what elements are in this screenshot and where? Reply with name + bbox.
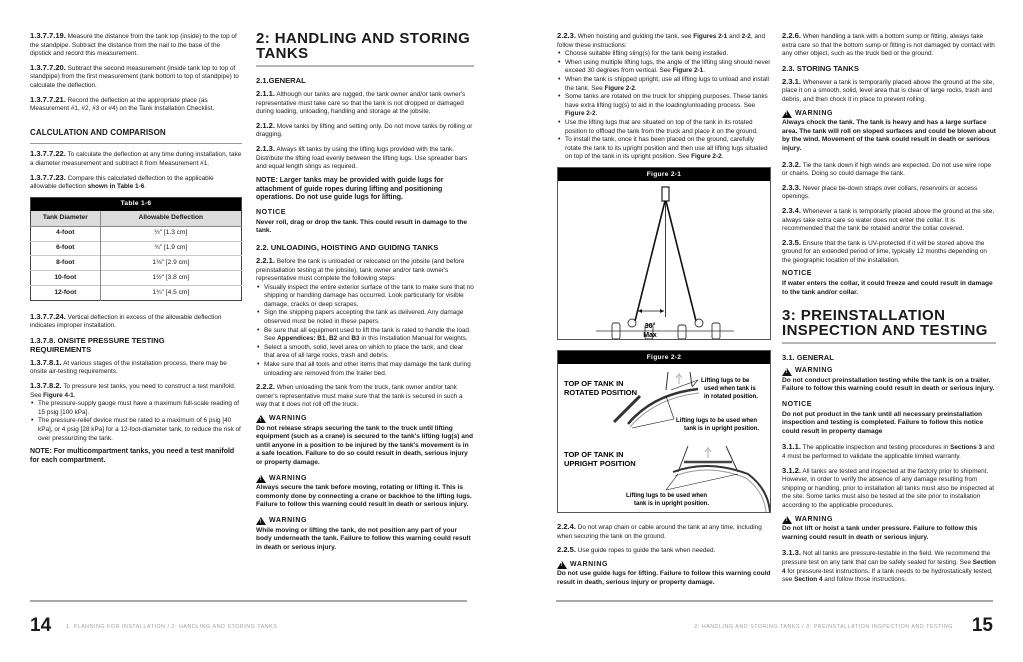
notice-label: NOTICE [782,270,813,278]
table-row: 4-foot ½" [1.3 cm] [31,226,242,241]
right-footer-breadcrumb: 2: HANDLING AND STORING TANKS / 3: PREINSTALLATION INSPECTION AND TESTING [694,624,953,630]
list-item: • The pressure-supply gauge must have a maximum full-scale reading of 15 psig [100 kPa]. [30,400,242,417]
svg-text:UPRIGHT POSITION: UPRIGHT POSITION [564,458,636,468]
warning-trailer-text: Do not conduct preinstallation testing while the tank is on a trailer. Failure to follow this warning could result in death or serious injury. [782,376,995,393]
right-footer-rule [556,600,993,602]
lifting-sling-diagram-icon [558,181,770,339]
warning-secure-text: Always secure the tank before moving, rotating or lifting it. This is commonly done by connecting a crane or backhoe to the lifting lugs. Failure to follow this warning could result in death or serious injury. [256,484,472,509]
figure-2-1-caption: Figure 2-1 [558,168,770,181]
list-item: • Be sure that all equipment used to lift the tank is rated to handle the load. See Appendices: B1, B2 and B3 in this Installation Manual for weights. [256,327,474,344]
svg-text:tank is in upright position.: tank is in upright position. [634,500,709,507]
unloading-bullet-list [256,284,474,379]
warning-triangle-icon [782,110,792,118]
storing-heading: 2.3. STORING TANKS [782,63,859,73]
figure-2-1 [557,167,771,340]
unloading-heading: 2.2. UNLOADING, HOISTING AND GUIDING TANKS [256,242,439,252]
notice-text: Never roll, drag or drop the tank. This could result in damage to the tank. [256,218,468,235]
warning-label: ! WARNING [557,561,771,570]
warning-triangle-icon [256,415,266,423]
warning-triangle-icon [256,517,266,525]
list-item: • Select a smooth, solid, level area on which to place the tank, and clear that area of all large rocks, trash and debris. [256,344,474,361]
table-row: 12-foot 1¾" [4.5 cm] [31,285,242,300]
section-2-title: 2: HANDLING AND STORING TANKS [256,32,474,67]
paragraph-2-2-5: 2.2.5. Use guide ropes to guide the tank when needed. [557,545,716,555]
paragraph-2-2-3: 2.2.3. When hoisting and guiding the tank, see Figures 2-1 and 2-2, and follow these instructions: [557,31,766,49]
onsite-pressure-heading: 1.3.7.8. ONSITE PRESSURE TESTING REQUIREMENTS [30,335,165,354]
paragraph-2-1-3: 2.1.3. Always lift tanks by using the lifting lugs provided with the tank. Distribute the lifting load evenly between the lifting lugs. Use spreader bars and equal length slings as required. [256,143,468,171]
svg-text:Lifting lugs to be: Lifting lugs to be [701,377,750,384]
svg-text:Max: Max [643,331,657,339]
paragraph-2-3-5: 2.3.5. Ensure that the tank is UV-protected if it will be stored above the ground for an extended period of time, typically 12 months depending on the geographic location of the installation. [782,237,987,264]
paragraph-2-2-1: 2.2.1. Before the tank is unloaded or relocated on the jobsite (and before preinstallation testing at the jobsite), tank owner and/or tank owner's representative must complete the following steps: [256,255,465,283]
list-item: • Use the lifting lugs that are situated on top of the tank in its rotated position to offload the tank from the truck and place it on the ground. [557,119,771,136]
deflection-table [30,197,242,301]
figure-2-2 [557,350,771,513]
list-item: • When the tank is shipped upright, use all lifting lugs to unload and install the tank. See Figure 2-2. [557,76,771,93]
paragraph-2-1-2: 2.1.2. Move tanks by lifting and setting only. Do not move tanks by rolling or dragging. [256,120,473,139]
table-header-deflection: Allowable Deflection [100,211,241,226]
list-item: • Sign the shipping papers accepting the tank as delivered. Any damage observed must be noted in these papers. [256,309,474,326]
warning-underneath-text: While moving or lifting the tank, do not position any part of your body underneath the tank. Failure to follow this warning could result in death or serious injury. [256,526,471,551]
guide-lugs-note: NOTE: Larger tanks may be provided with guide lugs for attachment of guide ropes during lifting and positioning operations. Do not use guide lugs for lifting. [256,176,444,202]
table-row: 6-foot ¾" [1.9 cm] [31,241,242,256]
notice-collar-text: If water enters the collar, it could freeze and could result in damage to the tank and/or collar. [782,280,993,296]
tank-position-diagram-icon [558,364,770,512]
left-footer-rule [30,600,467,602]
notice-product-text: Do not put product in the tank until all necessary preinstallation inspection and testing is completed. Failure to follow this notice could result in property damage [782,410,984,435]
list-item: • Make sure that all tools and other items that may damage the tank during unloading are removed from the trailer bed. [256,361,474,378]
warning-triangle-icon [557,561,567,569]
hoisting-bullet-list [557,50,771,162]
paragraph-3-1-2: 3.1.2. All tanks are tested and inspected at the factory prior to shipment. However, in order to verify the absence of any damage resulting from shipping or handling, prior to installation all tanks must also be inspected at the site. Some tanks must also be tested at the site prior to installation according to the applicable procedures. [782,465,995,509]
paragraph-1-3-7-8-2: 1.3.7.8.2. To pressure test tanks, you need to construct a test manifold. See Figure 4-1. [30,381,236,399]
notice-label: NOTICE [782,401,813,409]
table-caption: Table 1-6 [31,197,242,211]
svg-text:TOP OF TANK IN: TOP OF TANK IN [564,449,624,459]
table-row: 10-foot 1½" [3.8 cm] [31,271,242,286]
paragraph-2-3-4: 2.3.4. Whenever a tank is temporarily placed above the ground at the site, always take extra care so water does not enter the collar. It is recommended that the tank be rotated and/or the collar covered. [782,205,995,233]
right-column-4 [782,32,996,590]
warning-pressure-text: Do not lift or hoist a tank under pressure. Failure to follow this warning could result in death or serious injury. [782,525,978,541]
warning-triangle-icon [782,368,792,376]
right-column-3 [557,32,771,594]
paragraph-2-2-4: 2.2.4. Do not wrap chain or cable around the tank at any time, including when securing the tank on the ground. [557,521,762,540]
paragraph-2-3-1: 2.3.1. Whenever a tank is temporarily placed above the ground at the site, place it on a smooth, solid, level area that is clear of large rocks, trash and debris, and then chock it in place to prevent rolling. [782,76,995,103]
pressure-bullet-list [30,400,242,443]
section-3-general-heading: 3.1. GENERAL [782,353,834,363]
warning-label: ! WARNING [782,367,996,376]
warning-label: ! WARNING [256,517,474,526]
left-column-1 [30,32,242,472]
warning-triangle-icon [256,475,266,483]
list-item: • Some tanks are rotated on the truck for shipping purposes. These tanks have extra lifting lug(s) to aid in the loading/unloading process. See Figure 2-2. [557,93,771,119]
paragraph-1-3-7-7-20: 1.3.7.7.20. Subtract the second measurement (inside tank top to top of standpipe) from the first measurement (tank bottom to top of standpipe) to calculate the deflection. [30,62,239,89]
paragraph-2-2-2: 2.2.2. When unloading the tank from the truck, tank owner and/or tank owner's representative must make sure that the tank is secured in such a way that it does not roll off the truck. [256,382,463,409]
paragraph-2-3-3: 2.3.3. Never place tie-down straps over collars, reservoirs or access openings. [782,182,978,201]
svg-text:used when tank is: used when tank is [704,385,756,392]
warning-chock-text: Always chock the tank. The tank is heavy and has a large surface area. The tank will roll on sloped surfaces and could be blown about by the wind. Movement of the tank could result in death or serious injury. [782,119,996,152]
left-footer-breadcrumb: 1: PLANNING FOR INSTALLATION / 2: HANDLING AND STORING TANKS [66,624,278,630]
list-item: • When using multiple lifting lugs, the angle of the lifting sling should never exceed 30 degrees from vertical. See Figure 2-1. [557,59,771,76]
table-header-diameter: Tank Diameter [31,211,101,226]
paragraph-2-2-6: 2.2.6. When handling a tank with a bottom sump or fitting, always take extra care so that the bottom sump or fitting is not damaged by contact with any other object, such as the truck bed or the ground. [782,31,995,58]
calculation-heading: CALCULATION AND COMPARISON [30,128,242,145]
svg-text:Lifting lugs to be used when: Lifting lugs to be used when [676,417,757,424]
svg-text:TOP OF TANK IN: TOP OF TANK IN [564,378,624,388]
left-column-2 [256,32,474,559]
right-page-number: 15 [971,615,993,636]
notice-label: NOTICE [256,209,287,217]
warning-label: ! WARNING [256,415,474,424]
paragraph-1-3-7-7-22: 1.3.7.7.22. To calculate the deflection at any time during installation, take a diameter measurement and subtract it from Measurement #1. [30,149,242,167]
paragraph-1-3-7-7-21: 1.3.7.7.21. Record the deflection at the appropriate place (as Measurement #1, #2, #3 or #4) on the Tank Installation Checklist. [30,94,215,113]
warning-triangle-icon [782,516,792,524]
warning-label: ! WARNING [782,110,996,119]
general-heading: 2.1.GENERAL [256,76,306,85]
svg-text:in rotated position.: in rotated position. [704,393,758,400]
svg-text:tank is in upright position.: tank is in upright position. [684,425,759,432]
paragraph-1-3-7-8-1: 1.3.7.8.1. At various stages of the installation process, there may be onsite air-testing requirements. [30,357,227,376]
multicompartment-note: NOTE: For multicompartment tanks, you need a test manifold for each compartment. [30,448,235,465]
paragraph-1-3-7-7-24: 1.3.7.7.24. Vertical deflection in excess of the allowable deflection indicates improper installation. [30,311,222,330]
section-3-title: 3: PREINSTALLATION INSPECTION AND TESTING [782,309,996,344]
svg-text:30°: 30° [644,322,656,330]
paragraph-2-1-1: 2.1.1. Although our tanks are rugged, the tank owner and/or tank owner's representative must take care so that the tank is not dropped or damaged during loading, unloading, handling and storage at the jobsite. [256,89,466,116]
list-item: • To install the tank, once it has been placed on the ground, carefully rotate the tank to its upright position and then use all lifting lugs situated on top of the tank in its upright position. See Figure 2-2. [557,136,771,162]
list-item: • Visually inspect the entire exterior surface of the tank to make sure that no shipping or handling damage has occurred. Look particularly for visible damage, cracks or deep scrapes. [256,284,474,310]
list-item: • The pressure-relief device must be rated to a maximum of 6 psig [40 kPa], or 4 psig [28 kPa] for a 12-foot-diameter tank, to reduce the risk of over pressurizing the tank. [30,417,242,443]
svg-text:ROTATED POSITION: ROTATED POSITION [564,387,638,397]
table-row: 8-foot 1⅛" [2.9 cm] [31,256,242,271]
warning-guide-lugs-text: Do not use guide lugs for lifting. Failure to follow this warning could result in death, serious injury or property damage. [557,570,771,586]
paragraph-1-3-7-7-23: 1.3.7.7.23. Compare this calculated deflection to the applicable allowable deflection shown in Table 1-6. [30,172,214,191]
paragraph-2-3-2: 2.3.2. Tie the tank down if high winds are expected. Do not use wire rope or chains. Doing so could damage the tank. [782,159,992,178]
paragraph-3-1-3: 3.1.3. Not all tanks are pressure-testable in the field. We recommend the pressure test on any tank that can be safely sealed for testing. See Section 4 for pressure-test instructions. If a tank needs to be hydrostatically tested, see Section 4 and follow those instructions. [782,548,996,584]
warning-label: ! WARNING [782,516,996,525]
warning-label: ! WARNING [256,475,474,484]
figure-2-2-caption: Figure 2-2 [558,351,770,364]
left-page-number: 14 [30,615,52,636]
warning-straps-text: Do not release straps securing the tank to the truck until lifting equipment (such as a crane) is secured to the tank's lifting lug(s) and until anyone in a position to be injured by the tank's movement is in a safe location. Failure to do so could result in death, serious injury or property damage. [256,424,474,466]
paragraph-1-3-7-7-19: 1.3.7.7.19. Measure the distance from the tank top (inside) to the top of the standpipe. Subtract the distance from the nail to the base of the dipstick and record this measurement. [30,31,237,58]
list-item: • Choose suitable lifting sling(s) for the tank being installed. [557,50,771,59]
svg-text:Lifting lugs to be used when: Lifting lugs to be used when [626,492,707,499]
paragraph-3-1-1: 3.1.1. The applicable inspection and testing procedures in Sections 3 and 4 must be performed to validate the applicable limited warranty. [782,442,995,460]
